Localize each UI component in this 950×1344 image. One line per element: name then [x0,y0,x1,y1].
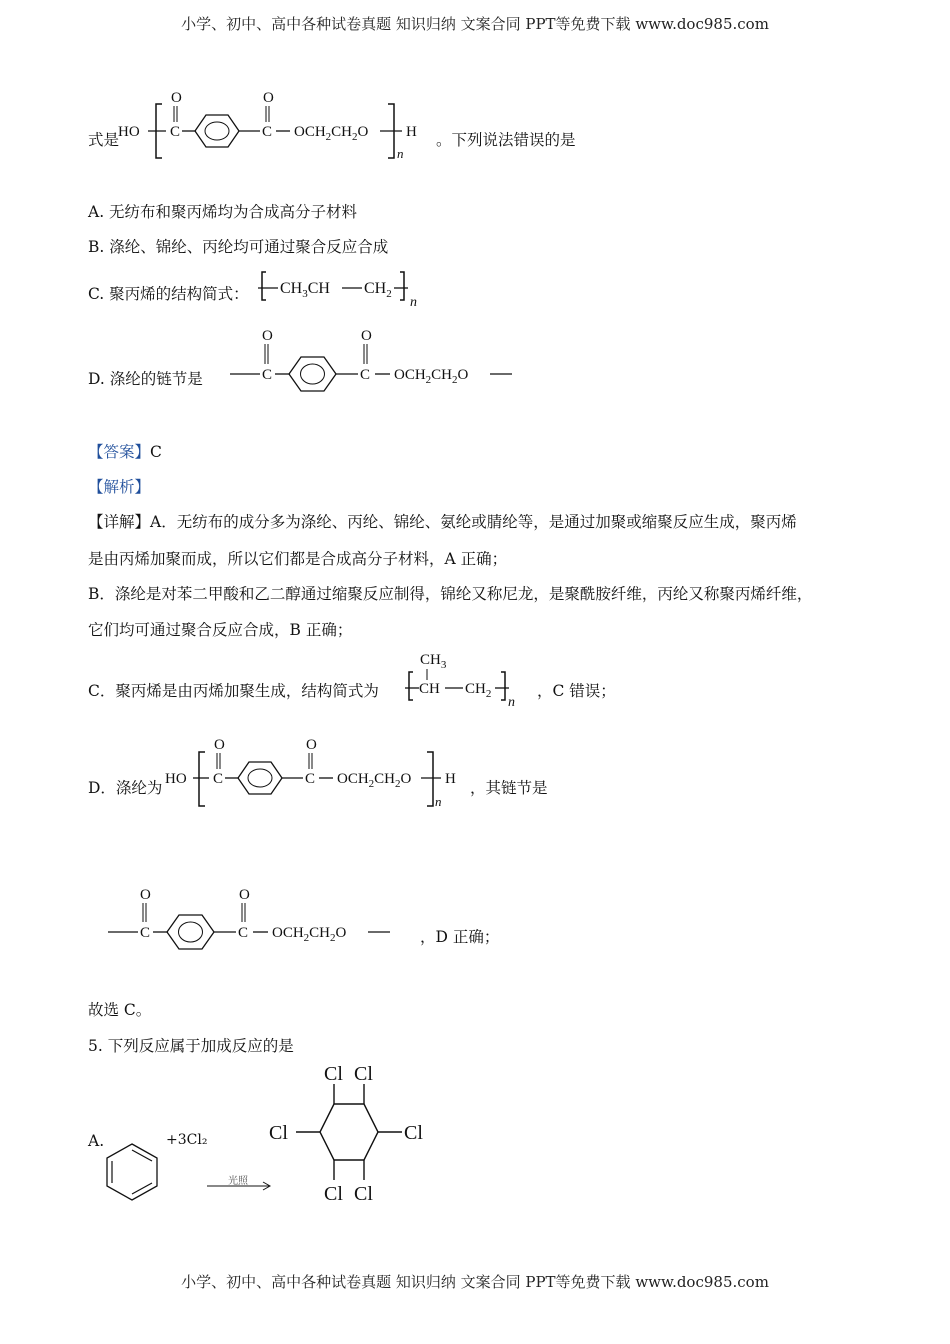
intro-prefix: 式是 [88,131,120,149]
polyester-repeat-unit-option [228,322,518,392]
detail-c-prefix: C．聚丙烯是由丙烯加聚生成，结构简式为 [88,682,379,700]
conclusion: 故选 C。 [88,1001,152,1019]
option-c: C. 聚丙烯的结构简式： [88,285,249,303]
hexachlorocyclohexane-structure [266,1060,436,1210]
svg-text:Cl: Cl [404,1122,423,1144]
detail-d-end: ，D 正确； [420,928,500,946]
svg-text:O: O [361,328,372,344]
svg-text:Cl: Cl [324,1183,343,1205]
svg-text:O: O [306,737,317,753]
svg-text:CH: CH [419,681,440,697]
svg-text:O: O [140,887,151,903]
option-a: A. 无纺布和聚丙烯均为合成高分子材料 [88,203,358,221]
detail-label: 【详解】 [88,513,151,531]
polypropylene-wrong-structure [258,268,428,308]
svg-text:Cl: Cl [354,1063,373,1085]
benzene-icon [102,1142,162,1202]
detail-a1: A．无纺布的成分多为涤纶、丙纶、锦纶、氨纶或腈纶等，是通过加聚或缩聚反应生成，聚丙烯 [150,513,797,531]
svg-text:C: C [238,925,249,941]
answer-line [88,440,162,462]
answer-label: 【答案】 [88,443,151,461]
svg-text:CH2: $CH_2$ [465,681,492,700]
svg-text:O: O [214,737,225,753]
polyester-full-structure [118,84,428,164]
ether-group: $OCH_2CH_2O$ [294,124,369,143]
svg-text:Cl: Cl [269,1122,288,1144]
page-footer: 小学、初中、高中各种试卷真题 知识归纳 文案合同 PPT等免费下载 www.doc985.com [181,1273,769,1291]
svg-text:C: C [360,367,371,383]
detail-d-suffix: ，其链节是 [470,779,548,797]
polypropylene-correct-structure [405,648,535,710]
svg-text:H: H [445,771,456,787]
carbonyl-c-2: C [262,124,273,140]
page-header: 小学、初中、高中各种试卷真题 知识归纳 文案合同 PPT等免费下载 www.doc985.com [181,15,769,33]
detail-b2: 它们均可通过聚合反应合成，B 正确； [88,621,353,639]
q5-option-a-label: A. [88,1132,105,1150]
svg-text:CH3: $CH_3$ [420,652,447,671]
svg-text:C: C [305,771,316,787]
svg-text:HO: HO [165,771,187,787]
detail-c-suffix: ，C 错误； [537,682,616,700]
detail-d-prefix: D．涤纶为 [88,779,163,797]
svg-text:OCH2CH2O: $OCH_2CH_2O$ [337,771,412,790]
n-subscript: n [410,295,417,310]
svg-text:OCH2CH2O: $OCH_2CH_2O$ [272,925,347,944]
svg-text:O: O [262,328,273,344]
svg-text:C: C [262,367,273,383]
reaction-condition: 光照 [228,1176,248,1187]
polyester-structure-explanation [165,732,465,812]
svg-text:C: C [140,925,151,941]
svg-text:Cl: Cl [354,1183,373,1205]
svg-text:O: O [239,887,250,903]
svg-text:n: n [435,794,442,809]
detail-a2: 是由丙烯加聚而成，所以它们都是合成高分子材料，A 正确； [88,550,508,568]
ch2-label: $CH_2$ [364,280,392,300]
carbonyl-o-1: O [171,90,182,106]
carbonyl-o-2: O [263,90,274,106]
h-label: H [406,124,417,140]
q5-reagent: +3Cl₂ [166,1132,208,1148]
answer-value: C [150,443,162,461]
svg-text:C: C [213,771,224,787]
carbonyl-c-1: C [170,124,181,140]
polyester-repeat-unit-explanation [106,880,396,952]
ch2-ch3-label: $CH_3CH$ [280,280,330,300]
svg-text:n: n [508,695,515,710]
svg-text:Cl: Cl [324,1063,343,1085]
detail-b1: B．涤纶是对苯二甲酸和乙二醇通过缩聚反应制得，锦纶又称尼龙，是聚酰胺纤维，丙纶又称聚丙烯纤维， [88,585,813,603]
q5-stem: 5. 下列反应属于加成反应的是 [88,1037,294,1055]
svg-text:OCH2CH2O: $OCH_2CH_2O$ [394,367,469,386]
analysis-label: 【解析】 [88,478,151,496]
option-b: B. 涤纶、锦纶、丙纶均可通过聚合反应合成 [88,238,389,256]
intro-suffix: 。下列说法错误的是 [436,131,576,149]
n-subscript: n [397,146,404,161]
detail-line-1 [88,510,797,532]
ho-label: HO [118,124,140,140]
option-d: D. 涤纶的链节是 [88,370,203,388]
